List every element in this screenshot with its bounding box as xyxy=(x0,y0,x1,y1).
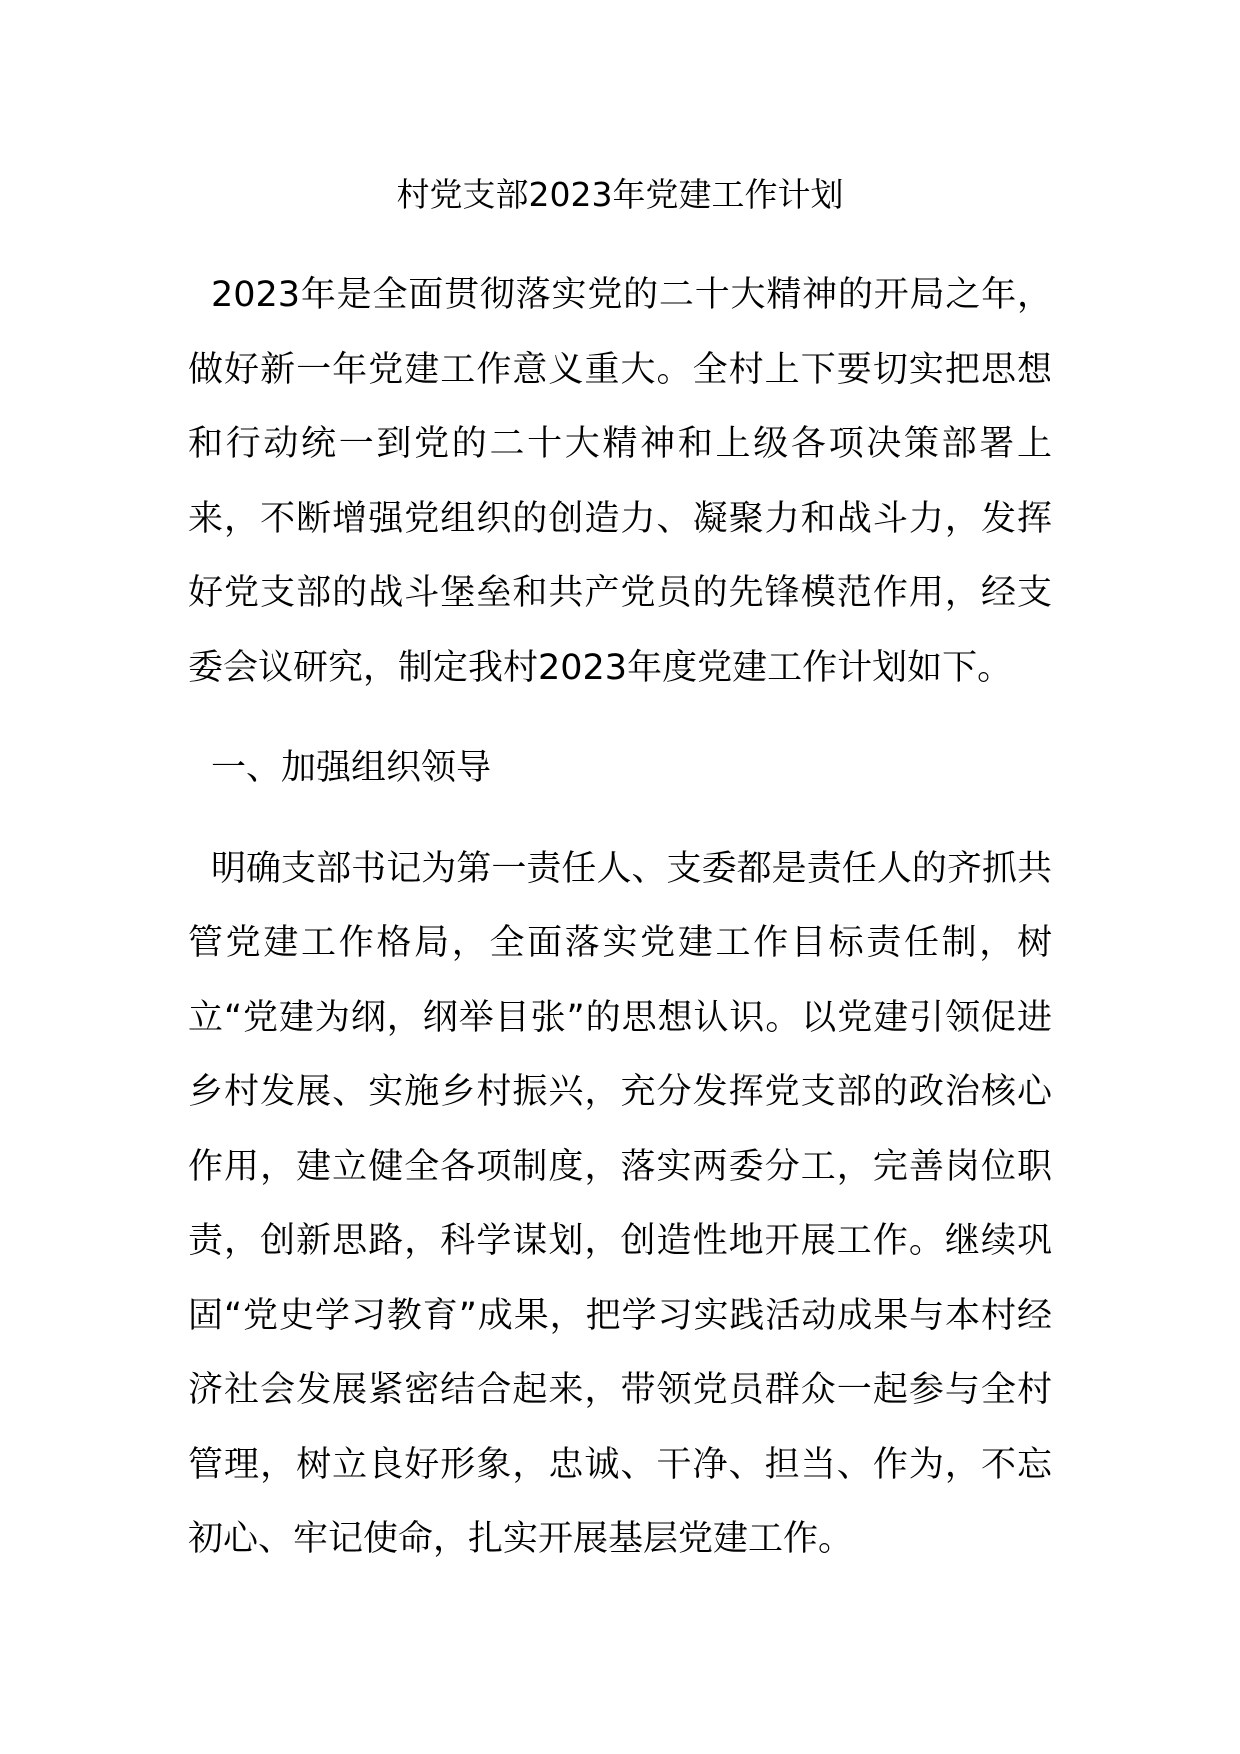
section-heading: 一、加强组织领导 xyxy=(211,748,492,788)
section-organization-leadership xyxy=(188,731,1052,1577)
document-title: 村党支部2023年党建工作计划 xyxy=(396,175,844,214)
intro-paragraph: 2023年是全面贯彻落实党的二十大精神的开局之年，做好新一年党建工作意义重大。全村上下要切实把思想和行动统一到党的二十大精神和上级各项决策部署上来，不断增强党组织的创造力、凝聚力和战斗力，发挥好党支部的战斗堡垒和共产党员的先锋模范作用，经支委会议研究，制定我村2023年度党建工作计划如下。 xyxy=(188,275,1052,688)
document-body xyxy=(188,258,1052,1577)
section-paragraph: 明确支部书记为第一责任人、支委都是责任人的齐抓共管党建工作格局，全面落实党建工作目标责任制，树立“党建为纲，纲举目张”的思想认识。以党建引领促进乡村发展、实施乡村振兴，充分发挥党支部的政治核心作用，建立健全各项制度，落实两委分工，完善岗位职责，创新思路，科学谋划，创造性地开展工作。继续巩固“党史学习教育”成果，把学习实践活动成果与本村经济社会发展紧密结合起来，带领党员群众一起参与全村管理，树立良好形象，忠诚、干净、担当、作为，不忘初心、牢记使命，扎实开展基层党建工作。 xyxy=(188,848,1052,1559)
